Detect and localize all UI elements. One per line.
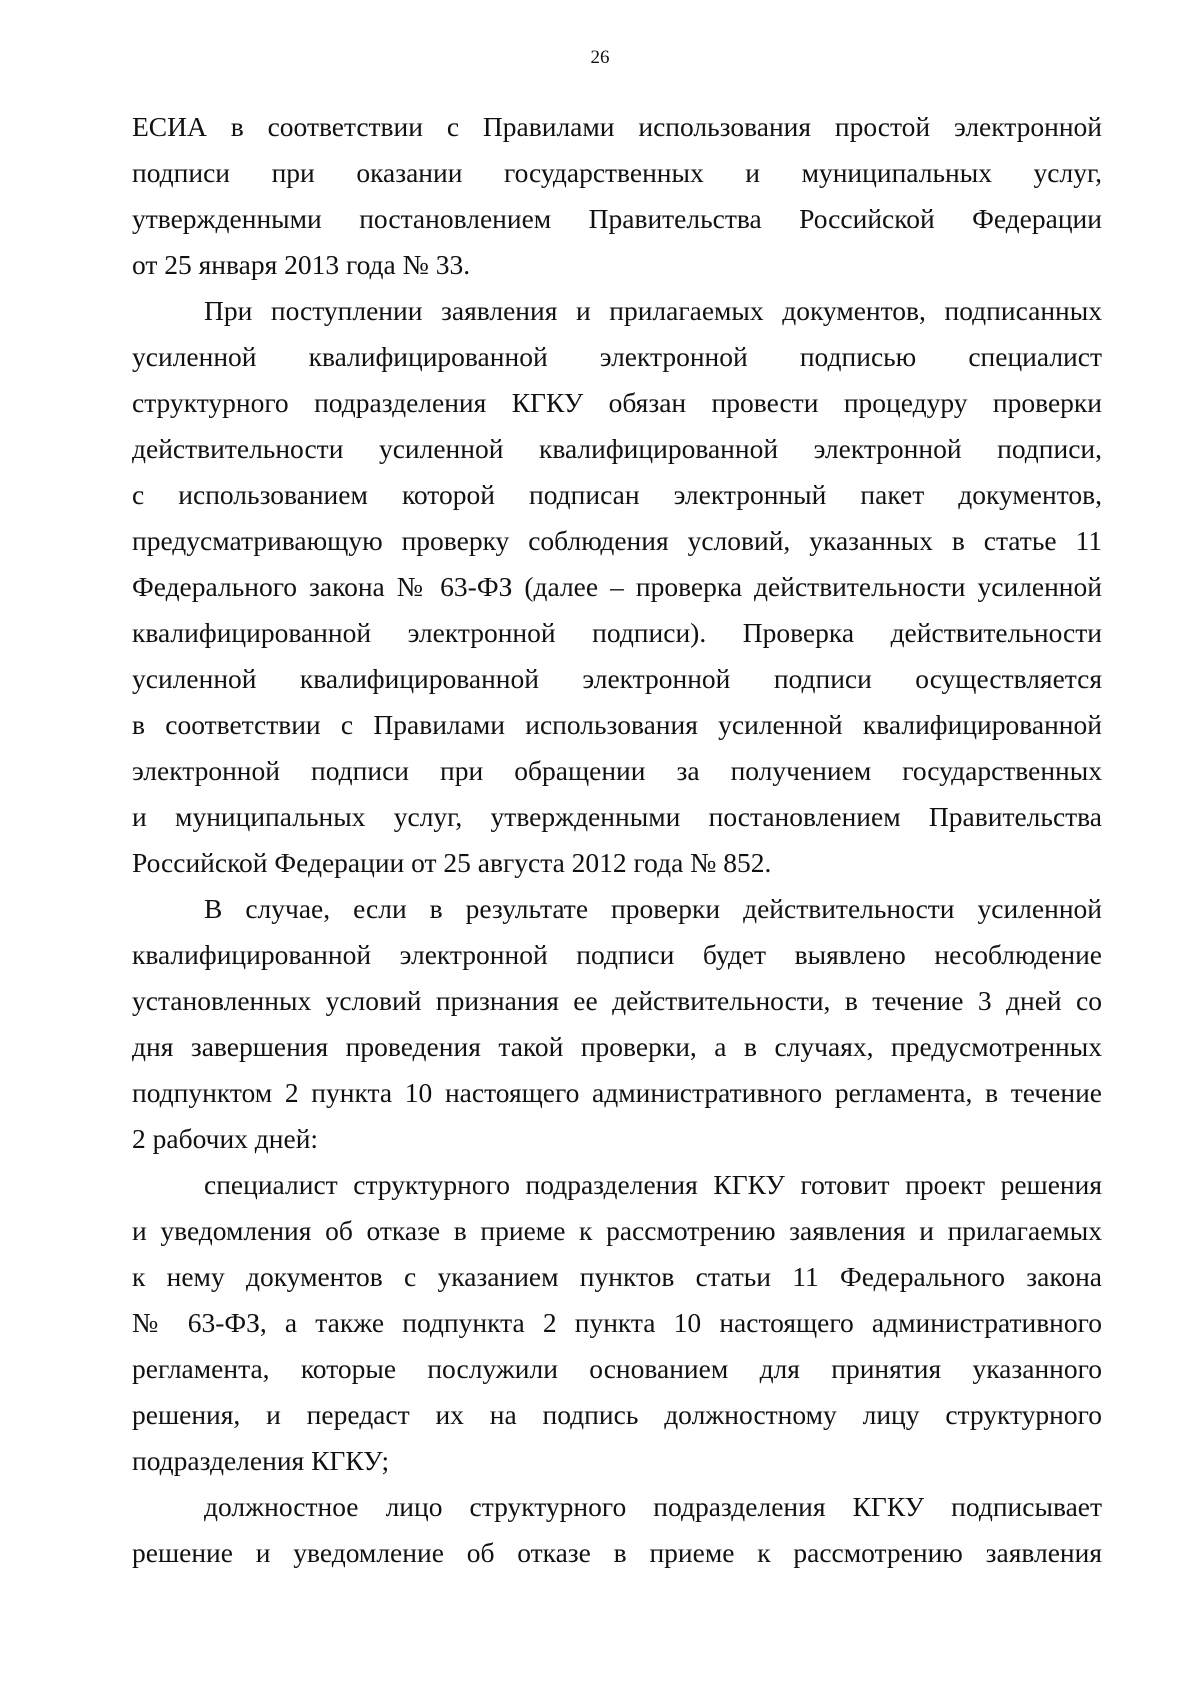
text-line: В случае, если в результате проверки действительности усиленной: [204, 893, 1102, 924]
text-line: квалифицированной электронной подписи будет выявлено несоблюдение: [132, 939, 1102, 970]
text-line: электронной подписи при обращении за получением государственных: [132, 755, 1102, 786]
text-line: ЕСИА в соответствии с Правилами использования простой электронной: [132, 111, 1102, 142]
text-line: к нему документов с указанием пунктов статьи 11 Федерального закона: [132, 1261, 1102, 1292]
paragraph: [132, 886, 1102, 1162]
text-line: решения, и передаст их на подпись должностному лицу структурного: [132, 1399, 1102, 1430]
text-line: предусматривающую проверку соблюдения условий, указанных в статье 11: [132, 525, 1102, 556]
paragraph: [132, 104, 1102, 288]
page-number: 26: [590, 47, 610, 68]
text-line: структурного подразделения КГКУ обязан провести процедуру проверки: [132, 387, 1102, 418]
text-line: решение и уведомление об отказе в приеме к рассмотрению заявления: [132, 1537, 1102, 1568]
text-line: № 63-ФЗ, а также подпункта 2 пункта 10 настоящего административного: [132, 1307, 1102, 1338]
text-line: в соответствии с Правилами использования усиленной квалифицированной: [132, 709, 1102, 740]
text-line: дня завершения проведения такой проверки, а в случаях, предусмотренных: [132, 1031, 1102, 1062]
text-line: квалифицированной электронной подписи). Проверка действительности: [132, 617, 1102, 648]
text-line: специалист структурного подразделения КГКУ готовит проект решения: [204, 1169, 1102, 1200]
text-line: подписи при оказании государственных и муниципальных услуг,: [132, 157, 1102, 188]
document-body: [132, 104, 1102, 1576]
paragraph: [132, 1162, 1102, 1484]
text-line: с использованием которой подписан электронный пакет документов,: [132, 479, 1102, 510]
text-line: установленных условий признания ее действительности, в течение 3 дней со: [132, 985, 1102, 1016]
text-line: должностное лицо структурного подразделения КГКУ подписывает: [204, 1491, 1102, 1522]
text-line: 2 рабочих дней:: [132, 1123, 319, 1154]
text-line: и уведомления об отказе в приеме к рассмотрению заявления и прилагаемых: [132, 1215, 1102, 1246]
paragraph: [132, 288, 1102, 886]
text-line: При поступлении заявления и прилагаемых документов, подписанных: [204, 295, 1102, 326]
text-line: усиленной квалифицированной электронной подписи осуществляется: [132, 663, 1102, 694]
text-line: действительности усиленной квалифицированной электронной подписи,: [132, 433, 1102, 464]
text-line: утвержденными постановлением Правительства Российской Федерации: [132, 203, 1102, 234]
text-line: и муниципальных услуг, утвержденными постановлением Правительства: [132, 801, 1102, 832]
text-line: подразделения КГКУ;: [132, 1445, 390, 1476]
text-line: подпунктом 2 пункта 10 настоящего административного регламента, в течение: [132, 1077, 1102, 1108]
text-line: Федерального закона № 63-ФЗ (далее – проверка действительности усиленной: [132, 571, 1102, 602]
text-line: от 25 января 2013 года № 33.: [132, 249, 471, 280]
text-line: регламента, которые послужили основанием для принятия указанного: [132, 1353, 1102, 1384]
text-line: Российской Федерации от 25 августа 2012 года № 852.: [132, 847, 772, 878]
paragraph: [132, 1484, 1102, 1576]
text-line: усиленной квалифицированной электронной подписью специалист: [132, 341, 1102, 372]
